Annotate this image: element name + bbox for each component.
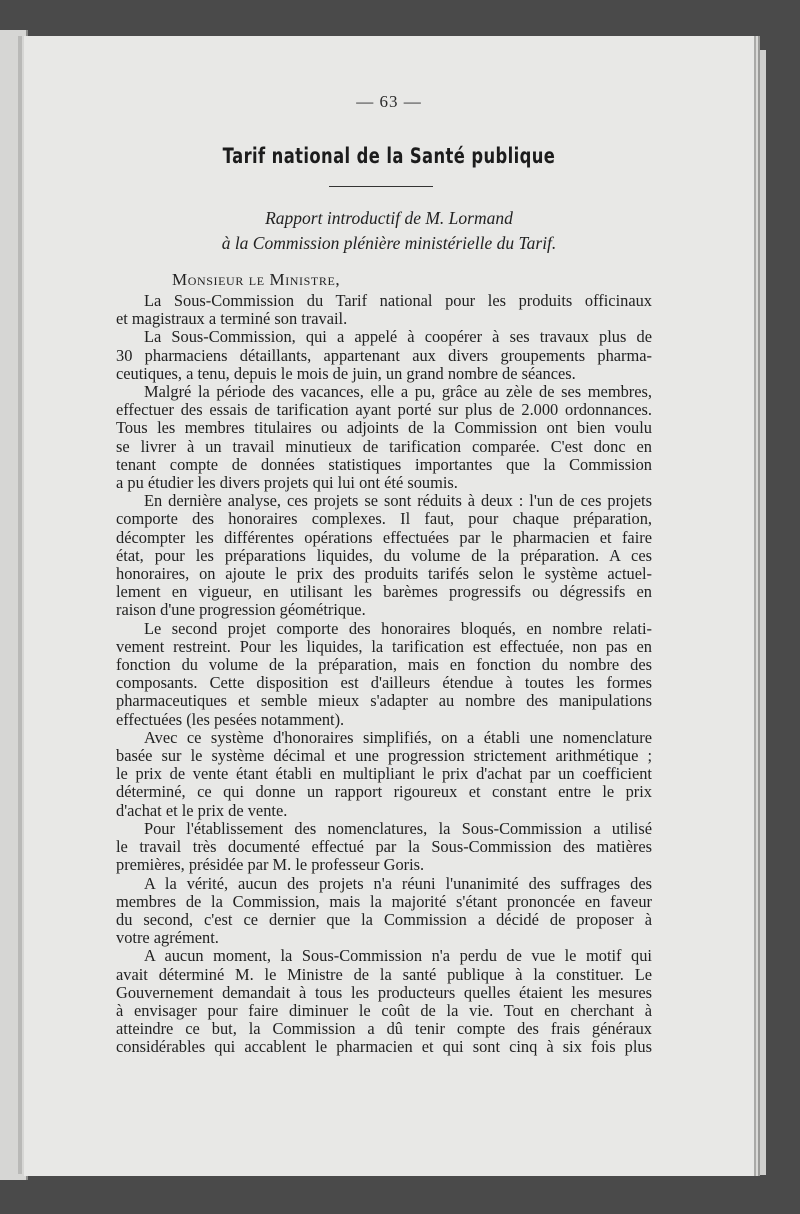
body-line: A la vérité, aucun des projets n'a réuni l'unanimité des suffrages des xyxy=(144,873,652,893)
body-line: vement restreint. Pour les liquides, la tarification est effectuée, non pas en xyxy=(116,636,652,656)
body-line: avait déterminé M. le Ministre de la santé publique à la constituer. Le xyxy=(116,964,652,984)
body-line: A aucun moment, la Sous-Commission n'a perdu de vue le motif qui xyxy=(144,946,652,966)
body-line: La Sous-Commission, qui a appelé à coopérer à ses travaux plus de xyxy=(144,327,652,347)
body-line: premières, présidée par M. le professeur Goris. xyxy=(116,855,425,875)
body-line: Tous les membres titulaires ou adjoints de la Commission ont bien voulu xyxy=(116,418,652,438)
salutation: Monsieur le Ministre, xyxy=(172,270,341,289)
body-line: atteindre ce but, la Commission a dû tenir compte des frais généraux xyxy=(116,1019,652,1039)
document-title: Tarif national de la Santé publique xyxy=(222,144,556,168)
body-line: raison d'une progression géométrique. xyxy=(116,600,366,620)
previous-page-edge xyxy=(18,36,22,1174)
body-line: membres de la Commission, mais la majorité s'étant prononcée en faveur xyxy=(116,891,652,911)
body-line: et magistraux a terminé son travail. xyxy=(116,309,348,329)
body-line: d'achat et le prix de vente. xyxy=(116,800,288,820)
title-divider xyxy=(329,186,433,187)
document-page xyxy=(24,36,754,1176)
body-line: En dernière analyse, ces projets se sont réduits à deux : l'un de ces projets xyxy=(144,491,652,511)
body-line: à envisager pour faire diminuer le coût de la vie. Tout en cherchant à xyxy=(116,1000,652,1020)
body-line: composants. Cette disposition est d'ailleurs étendue à toutes les formes xyxy=(116,673,652,693)
body-line: Avec ce système d'honoraires simplifiés, on a établi une nomenclature xyxy=(144,727,652,747)
body-text xyxy=(116,292,652,1057)
body-line: effectuer des essais de tarification ayant porté sur plus de 2.000 ordonnances. xyxy=(116,400,652,420)
body-line: honoraires, on ajoute le prix des produits tarifés selon le système actuel- xyxy=(116,564,652,584)
body-line: du second, c'est ce dernier que la Commission a décidé de proposer à xyxy=(116,909,652,929)
body-line: tenant compte de données statistiques importantes que la Commission xyxy=(116,454,652,474)
body-line: Malgré la période des vacances, elle a pu, grâce au zèle de ses membres, xyxy=(144,382,652,402)
body-line: fonction du volume de la préparation, mais en fonction du nombre des xyxy=(116,655,652,675)
body-line: Le second projet comporte des honoraires bloqués, en nombre relati- xyxy=(144,618,652,638)
body-line: a pu étudier les divers projets qui lui ont été soumis. xyxy=(116,473,458,493)
body-line: le travail très documenté effectué par la Sous-Commission des matières xyxy=(116,837,652,857)
body-line: Gouvernement demandait à tous les producteurs quelles étaient les mesures xyxy=(116,982,652,1002)
body-line: effectuées (les pesées notamment). xyxy=(116,709,345,729)
page-stack-edge xyxy=(756,50,766,1175)
body-line: pharmaceutiques et semble mieux s'adapter au nombre des manipulations xyxy=(116,691,652,711)
subtitle-line-1: Rapport introductif de M. Lormand xyxy=(265,208,513,228)
body-line: ceutiques, a tenu, depuis le mois de juin, un grand nombre de séances. xyxy=(116,363,576,383)
body-line: déterminé, ce qui donne un rapport rigoureux et constant entre le prix xyxy=(116,782,652,802)
body-line: votre agrément. xyxy=(116,928,219,948)
body-line: considérables qui accablent le pharmacien et qui sont cinq à six fois plus xyxy=(116,1037,652,1057)
body-line: La Sous-Commission du Tarif national pour les produits officinaux xyxy=(144,291,652,310)
body-line: état, pour les préparations liquides, du volume de la préparation. A ces xyxy=(116,545,652,565)
body-line: le prix de vente étant établi en multipliant le prix d'achat par un coefficient xyxy=(116,764,652,784)
page-number: — 63 — xyxy=(356,92,422,111)
body-line: comporte des honoraires complexes. Il faut, pour chaque préparation, xyxy=(116,509,652,529)
body-line: décompter les différentes opérations effectuées par le pharmacien et faire xyxy=(116,527,652,547)
subtitle-line-2: à la Commission plénière ministérielle du Tarif. xyxy=(221,233,557,253)
body-line: se livrer à un travail minutieux de tarification comparée. C'est donc en xyxy=(116,436,652,456)
body-line: basée sur le système décimal et une progression strictement arithmétique ; xyxy=(116,746,652,766)
body-line: 30 pharmaciens détaillants, appartenant aux divers groupements pharma- xyxy=(116,345,652,365)
body-line: lement en vigueur, en utilisant les barèmes progressifs ou dégressifs en xyxy=(116,582,652,602)
body-line: Pour l'établissement des nomenclatures, la Sous-Commission a utilisé xyxy=(144,818,652,838)
